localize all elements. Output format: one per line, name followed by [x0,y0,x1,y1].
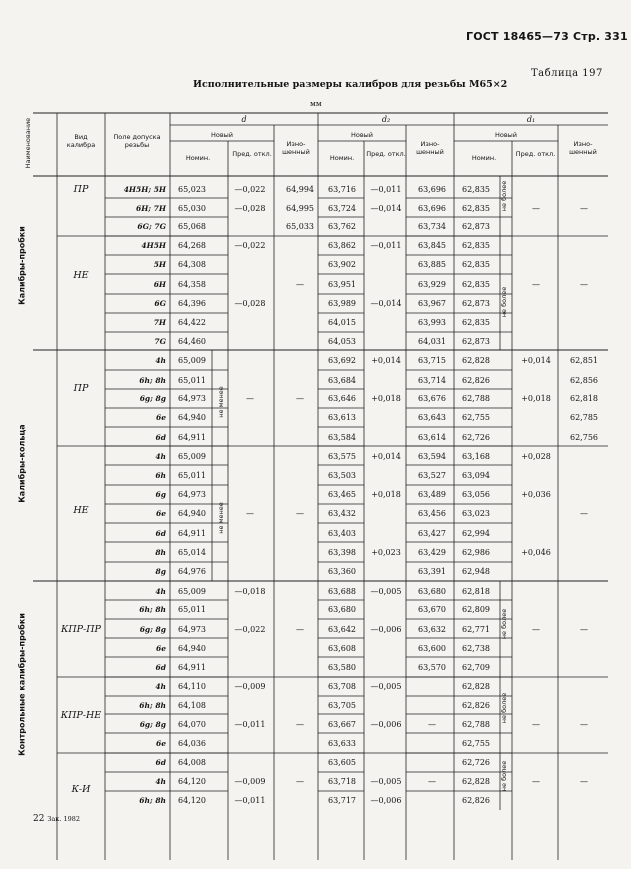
cell-d-worn: 64,995 [286,204,314,213]
cell-d2-worn: 63,429 [418,548,446,557]
cell-d: 64,108 [178,701,206,710]
cell-d1-dev: +0,028 [521,452,551,461]
cell-d1: 62,835 [462,318,490,327]
cell-gauge-kind: КПР-НЕ [60,710,102,721]
cell-d1: 62,986 [462,548,490,557]
cell-d1-worn: 62,756 [570,433,598,442]
cell-d: 65,009 [178,587,206,596]
cell-d2: 63,692 [328,356,356,365]
cell-d: 65,009 [178,356,206,365]
cell-d1: 62,809 [462,605,490,614]
cell-d1: 62,726 [462,758,490,767]
header-d2-dev: Пред. откл. [366,150,406,158]
cell-d1-worn: 62,851 [570,356,598,365]
cell-d1-dev: — [532,204,540,213]
page-footer [33,815,80,824]
cell-tol: 6G [154,299,166,308]
cell-d2: 63,724 [328,204,356,213]
cell-d2: 63,667 [328,720,356,729]
cell-d: 64,008 [178,758,206,767]
cell-d2: 63,762 [328,222,356,231]
cell-d2-worn: 63,594 [418,452,446,461]
cell-d1: 62,828 [462,682,490,691]
cell-d1: 62,994 [462,529,490,538]
note-not-more-4: не более [500,692,508,724]
cell-d1: 63,094 [462,471,490,480]
cell-d2: 63,902 [328,260,356,269]
cell-tol: 5H [153,260,166,269]
cell-tol: 6h; 8h [139,701,166,710]
cell-tol: 6d [155,758,166,767]
cell-d: 64,976 [178,567,206,576]
cell-d2-dev: +0,018 [371,490,401,499]
cell-tol: 6g [155,490,166,499]
cell-d: 64,358 [178,280,206,289]
cell-d2: 64,015 [328,318,356,327]
cell-d2: 63,608 [328,644,356,653]
cell-d1-worn: — [580,204,588,213]
cell-d-dev: —0,028 [234,299,266,308]
header-d2-new: Новый [350,131,374,139]
cell-d1-dev: +0,046 [521,548,551,557]
header-d-dev: Пред. откл. [232,150,272,158]
cell-d1-worn: — [580,625,588,634]
cell-d1: 62,788 [462,394,490,403]
cell-d1: 63,056 [462,490,490,499]
cell-d: 65,011 [178,376,206,385]
cell-d-worn: — [296,280,304,289]
cell-d2: 63,646 [328,394,356,403]
header-name: Наименование [23,117,32,169]
cell-d2-worn: 63,993 [418,318,446,327]
cell-d-worn: 64,994 [286,185,314,194]
cell-d2-worn: 63,676 [418,394,446,403]
cell-d2: 63,465 [328,490,356,499]
cell-d2-worn: 63,696 [418,204,446,213]
cell-d1-dev: +0,036 [521,490,551,499]
table-title: Исполнительные размеры калибров для резьбы М65×2 [193,79,508,90]
cell-d: 65,011 [178,471,206,480]
cell-d1-worn: — [580,720,588,729]
note-not-more-3: не более [500,608,508,640]
cell-d2: 63,684 [328,376,356,385]
cell-d: 64,268 [178,241,206,250]
cell-d2-worn: 63,885 [418,260,446,269]
cell-d2: 63,951 [328,280,356,289]
cell-d-worn: — [296,394,304,403]
cell-d1: 62,818 [462,587,490,596]
cell-d: 65,009 [178,452,206,461]
cell-d1-worn: — [580,280,588,289]
cell-d2-dev: —0,005 [370,777,402,786]
cell-d-dev: —0,022 [234,241,266,250]
cell-d: 65,030 [178,204,206,213]
cell-d1: 62,826 [462,701,490,710]
cell-tol: 6g; 8g [139,720,166,729]
cell-tol: 6H [153,280,166,289]
cell-d: 65,068 [178,222,206,231]
cell-gauge-kind: К-И [71,784,91,795]
cell-d2-dev: —0,014 [370,299,402,308]
cell-tol: 4h [155,452,166,461]
cell-d: 65,011 [178,605,206,614]
cell-tol: 6g; 8g [139,625,166,634]
cell-d2: 63,432 [328,509,356,518]
cell-tol: 6d [155,529,166,538]
cell-d: 64,940 [178,413,206,422]
note-not-more-1: не более [500,180,508,212]
cell-d2-dev: —0,014 [370,204,402,213]
cell-d2-dev: —0,006 [370,796,402,805]
cell-d2-worn: 63,570 [418,663,446,672]
cell-tol: 6h; 8h [139,376,166,385]
cell-d2-worn: — [428,777,436,786]
cell-d2-dev: —0,005 [370,587,402,596]
table-label: Таблица 197 [531,68,603,79]
page-number: 22 [33,814,45,824]
cell-d: 64,940 [178,644,206,653]
cell-d: 64,308 [178,260,206,269]
cell-tol: 6h [155,471,166,480]
cell-d2: 63,642 [328,625,356,634]
cell-d-dev: — [246,394,254,403]
cell-d1: 62,755 [462,739,490,748]
note-not-less-1: не менее [217,386,225,418]
page-header: ГОСТ 18465—73 Стр. 331 [466,30,628,43]
cell-d: 64,460 [178,337,206,346]
cell-d2-worn: 63,845 [418,241,446,250]
header-d1-dev: Пред. откл. [515,150,556,158]
cell-d2: 64,053 [328,337,356,346]
cell-d2: 63,989 [328,299,356,308]
cell-tol: 6e [156,644,166,653]
cell-d: 64,911 [178,529,206,538]
cell-d1: 62,835 [462,204,490,213]
cell-d2-dev: +0,023 [371,548,401,557]
cell-tol: 6G; 7G [137,222,166,231]
cell-tol: 7H [153,318,166,327]
cell-d2: 63,503 [328,471,356,480]
cell-d2: 63,584 [328,433,356,442]
cell-d: 64,940 [178,509,206,518]
cell-d2-dev: —0,005 [370,682,402,691]
print-order: Зак. 1982 [47,815,80,823]
cell-d-worn: — [296,777,304,786]
cell-d: 64,120 [178,777,206,786]
cell-d2-worn: 63,391 [418,567,446,576]
cell-tol: 6d [155,433,166,442]
cell-d1: 62,948 [462,567,490,576]
cell-d1: 62,873 [462,222,490,231]
cell-d2-worn: 63,456 [418,509,446,518]
cell-tol: 4h [155,356,166,365]
cell-d-dev: —0,011 [234,720,266,729]
cell-d2-worn: 63,489 [418,490,446,499]
cell-d-dev: —0,009 [234,682,266,691]
cell-d2-worn: 63,734 [418,222,446,231]
cell-d1-worn: — [580,777,588,786]
cell-d2: 63,708 [328,682,356,691]
cell-d-worn: — [296,625,304,634]
header-d1-nom: Номин. [471,154,497,162]
cell-d2-dev: +0,014 [371,356,401,365]
cell-d1-worn: 62,818 [570,394,598,403]
cell-tol: 4H5H; 5H [123,185,166,194]
cell-d1: 62,873 [462,337,490,346]
cell-d2-worn: — [428,720,436,729]
cell-d2: 63,718 [328,777,356,786]
cell-d-worn: — [296,509,304,518]
cell-d: 64,120 [178,796,206,805]
cell-d1: 62,835 [462,260,490,269]
cell-d2: 63,605 [328,758,356,767]
cell-d1-dev: +0,014 [521,356,551,365]
cell-d1: 62,826 [462,796,490,805]
cell-d1: 62,828 [462,356,490,365]
cell-d1: 62,828 [462,777,490,786]
header-d-worn: Изно-шенный [282,140,310,157]
header-d-new: Новый [210,131,234,139]
cell-d1-worn: — [580,509,588,518]
cell-d1-dev: — [532,625,540,634]
cell-d: 65,014 [178,548,206,557]
cell-d-dev: —0,009 [234,777,266,786]
cell-tol: 6h; 8h [139,605,166,614]
cell-tol: 4h [155,682,166,691]
cell-d1-worn: 62,785 [570,413,598,422]
cell-tol: 6e [156,739,166,748]
cell-d-dev: —0,022 [234,185,266,194]
cell-tol: 6h; 8h [139,796,166,805]
header-d1-new: Новый [494,131,518,139]
cell-d1: 62,873 [462,299,490,308]
cell-d2-dev: —0,011 [370,185,402,194]
group-label-control-plugs: Контрольные калибры-пробки [17,613,27,756]
cell-d2: 63,398 [328,548,356,557]
cell-gauge-kind: КПР-ПР [61,624,101,635]
cell-d: 64,911 [178,663,206,672]
cell-d2-worn: 63,670 [418,605,446,614]
note-not-less-2: не менее [217,502,225,534]
cell-d2: 63,580 [328,663,356,672]
cell-tol: 6e [156,413,166,422]
cell-d2-worn: 64,031 [418,337,446,346]
cell-gauge-kind: ПР [73,383,89,394]
cell-d1: 62,738 [462,644,490,653]
units-label: мм [310,99,322,108]
cell-d-dev: —0,011 [234,796,266,805]
cell-d1: 62,788 [462,720,490,729]
cell-gauge-kind: ПР [73,184,89,195]
header-kind: Вид калибра [66,133,96,150]
cell-d2: 63,688 [328,587,356,596]
header-d2: d₂ [381,115,391,124]
header-d1-worn: Изно-шенный [569,140,597,157]
cell-d1: 62,726 [462,433,490,442]
cell-tol: 6e [156,509,166,518]
cell-d2-dev: —0,006 [370,625,402,634]
cell-d2: 63,862 [328,241,356,250]
cell-d1: 62,835 [462,241,490,250]
cell-d: 64,396 [178,299,206,308]
cell-d: 64,973 [178,394,206,403]
note-not-more-2: не более [500,286,508,318]
cell-tol: 6d [155,663,166,672]
group-label-rings: Калибры-кольца [17,424,27,503]
cell-d: 64,070 [178,720,206,729]
cell-d2-worn: 63,614 [418,433,446,442]
cell-d2: 63,717 [328,796,356,805]
cell-d2: 63,680 [328,605,356,614]
cell-d2-worn: 63,427 [418,529,446,538]
cell-d2-worn: 63,643 [418,413,446,422]
cell-tol: 7G [154,337,166,346]
cell-d2: 63,403 [328,529,356,538]
cell-d-dev: —0,022 [234,625,266,634]
cell-d2-worn: 63,527 [418,471,446,480]
cell-d2: 63,633 [328,739,356,748]
cell-d1-dev: — [532,777,540,786]
cell-d2: 63,613 [328,413,356,422]
cell-d1: 62,709 [462,663,490,672]
cell-d: 64,973 [178,625,206,634]
cell-d-worn: 65,033 [286,222,314,231]
cell-d2: 63,575 [328,452,356,461]
cell-d2: 63,716 [328,185,356,194]
cell-tol: 8g [155,567,166,576]
header-d1: d₁ [526,115,536,124]
cell-d2-worn: 63,632 [418,625,446,634]
cell-d: 64,973 [178,490,206,499]
cell-d2-dev: —0,006 [370,720,402,729]
cell-tol: 4H5H [141,241,166,250]
cell-d: 64,110 [178,682,206,691]
cell-d1: 63,023 [462,509,490,518]
note-not-more-5: не более [500,760,508,792]
cell-d-dev: — [246,509,254,518]
cell-d: 65,023 [178,185,206,194]
cell-tol: 8h [155,548,166,557]
cell-d2-worn: 63,715 [418,356,446,365]
cell-d2-worn: 63,967 [418,299,446,308]
cell-d-dev: —0,018 [234,587,266,596]
cell-d: 64,422 [178,318,206,327]
cell-d2: 63,705 [328,701,356,710]
header-d: d [241,115,247,124]
cell-gauge-kind: НЕ [73,505,89,516]
cell-d2: 63,360 [328,567,356,576]
cell-d2-worn: 63,680 [418,587,446,596]
cell-d: 64,036 [178,739,206,748]
group-label-plugs: Калибры-пробки [17,226,27,305]
cell-d2-worn: 63,929 [418,280,446,289]
cell-d2-dev: +0,018 [371,394,401,403]
cell-gauge-kind: НЕ [73,270,89,281]
cell-d1: 63,168 [462,452,490,461]
header-d2-nom: Номин. [329,154,355,162]
header-d2-worn: Изно-шенный [416,140,444,157]
cell-d2-worn: 63,714 [418,376,446,385]
cell-tol: 4h [155,777,166,786]
cell-d1: 62,755 [462,413,490,422]
header-tolerance: Поле допуска резьбы [113,133,161,150]
cell-d-worn: — [296,720,304,729]
cell-d2-worn: 63,696 [418,185,446,194]
cell-d1-worn: 62,856 [570,376,598,385]
cell-d1-dev: — [532,720,540,729]
cell-tol: 6g; 8g [139,394,166,403]
cell-d1-dev: +0,018 [521,394,551,403]
cell-d1: 62,835 [462,280,490,289]
cell-d: 64,911 [178,433,206,442]
cell-d1-dev: — [532,280,540,289]
cell-d1: 62,835 [462,185,490,194]
cell-d2-dev: +0,014 [371,452,401,461]
cell-d1: 62,771 [462,625,490,634]
cell-d-dev: —0,028 [234,204,266,213]
cell-d2-dev: —0,011 [370,241,402,250]
cell-tol: 6H; 7H [136,204,166,213]
cell-tol: 4h [155,587,166,596]
cell-d2-worn: 63,600 [418,644,446,653]
header-d-nom: Номин. [185,154,211,162]
cell-d1: 62,826 [462,376,490,385]
